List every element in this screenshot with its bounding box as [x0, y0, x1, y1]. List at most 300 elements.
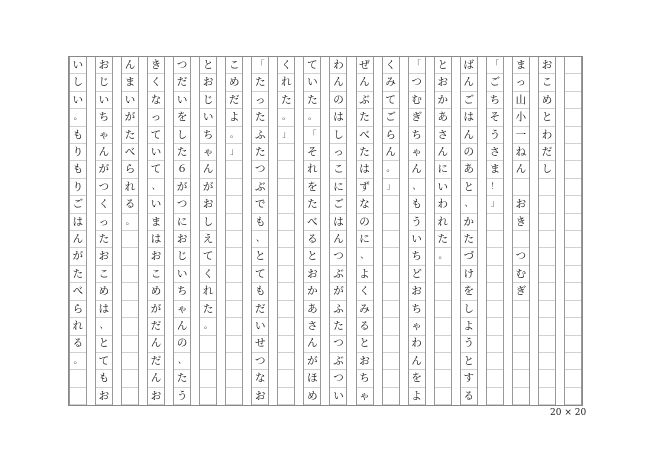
grid-cell [278, 318, 294, 335]
grid-cell [278, 214, 294, 231]
grid-cell: っ [252, 92, 268, 109]
grid-cell [565, 248, 581, 265]
grid-cell: ち [409, 301, 425, 318]
grid-cell: 。 [200, 318, 216, 335]
grid-cell: 「 [487, 57, 503, 74]
grid-cell [487, 318, 503, 335]
grid-cell [122, 248, 138, 265]
grid-cell: く [383, 57, 399, 74]
grid-cell: ゃ [409, 318, 425, 335]
column-gap [347, 57, 355, 405]
column-gap [321, 57, 329, 405]
grid-cell [539, 196, 555, 213]
grid-cell: う [487, 127, 503, 144]
grid-cell [226, 318, 242, 335]
grid-cell: ぎ [409, 109, 425, 126]
grid-cell: つ [330, 370, 346, 387]
grid-cell [565, 161, 581, 178]
grid-cell: ん [513, 161, 529, 178]
grid-cell: ん [148, 336, 164, 353]
grid-cell: も [96, 370, 112, 387]
grid-cell: べ [122, 144, 138, 161]
grid-cell: ち [409, 127, 425, 144]
grid-cell: と [435, 57, 451, 74]
grid-cell [539, 318, 555, 335]
grid-cell [435, 283, 451, 300]
grid-cell: ん [70, 231, 86, 248]
grid-cell: お [96, 248, 112, 265]
grid-cell: も [409, 196, 425, 213]
grid-cell: っ [513, 74, 529, 91]
grid-cell: わ [539, 127, 555, 144]
grid-cell: る [122, 196, 138, 213]
grid-cell: ち [96, 109, 112, 126]
grid-cell [513, 231, 529, 248]
grid-cell: を [304, 179, 320, 196]
grid-cell: ん [461, 74, 477, 91]
grid-cell: た [252, 74, 268, 91]
grid-cell: じ [96, 74, 112, 91]
grid-cell [226, 283, 242, 300]
grid-cell [278, 388, 294, 405]
grid-cell: め [148, 283, 164, 300]
grid-cell: よ [461, 318, 477, 335]
grid-cell: い [70, 57, 86, 74]
grid-cell [383, 336, 399, 353]
manuscript-column [199, 57, 217, 405]
grid-cell: お [174, 231, 190, 248]
grid-cell: が [122, 109, 138, 126]
grid-cell: つ [330, 248, 346, 265]
manuscript-column [486, 57, 504, 405]
grid-cell [383, 318, 399, 335]
grid-cell: き [148, 57, 164, 74]
grid-cell: れ [122, 179, 138, 196]
grid-cell [226, 231, 242, 248]
grid-cell: た [461, 231, 477, 248]
grid-cell: ６ [174, 161, 190, 178]
grid-cell: ご [487, 74, 503, 91]
grid-cell [565, 74, 581, 91]
grid-cell: の [330, 92, 346, 109]
grid-cell [435, 388, 451, 405]
grid-cell: え [200, 231, 216, 248]
grid-cell [565, 353, 581, 370]
grid-cell: 。 [278, 109, 294, 126]
grid-cell [278, 161, 294, 178]
grid-cell [539, 231, 555, 248]
grid-cell: い [409, 231, 425, 248]
grid-cell [226, 248, 242, 265]
grid-cell: ま [148, 214, 164, 231]
grid-cell: の [357, 214, 373, 231]
grid-cell: め [226, 74, 242, 91]
grid-cell: て [148, 161, 164, 178]
grid-cell: ん [304, 336, 320, 353]
grid-cell: つ [96, 179, 112, 196]
grid-cell: い [148, 144, 164, 161]
grid-cell [565, 301, 581, 318]
grid-cell: 。 [383, 161, 399, 178]
grid-cell: そ [304, 144, 320, 161]
grid-cell [435, 370, 451, 387]
grid-cell: も [252, 283, 268, 300]
grid-cell: て [304, 57, 320, 74]
grid-cell [383, 214, 399, 231]
grid-cell: ほ [304, 370, 320, 387]
grid-cell: れ [70, 318, 86, 335]
grid-cell [122, 370, 138, 387]
grid-cell: む [409, 92, 425, 109]
grid-cell: が [200, 179, 216, 196]
grid-cell [565, 283, 581, 300]
grid-cell: そ [487, 109, 503, 126]
manuscript-column [173, 57, 191, 405]
grid-cell: ち [409, 248, 425, 265]
grid-cell [487, 214, 503, 231]
grid-cell: と [252, 248, 268, 265]
grid-cell: た [330, 318, 346, 335]
grid-cell: べ [304, 214, 320, 231]
grid-cell: ち [200, 127, 216, 144]
grid-cell: て [148, 127, 164, 144]
grid-cell: か [435, 92, 451, 109]
grid-cell [226, 179, 242, 196]
column-gap [191, 57, 199, 405]
grid-cell: ぜ [357, 57, 373, 74]
grid-cell [383, 283, 399, 300]
grid-cell: も [70, 127, 86, 144]
grid-cell [539, 179, 555, 196]
grid-cell: い [435, 179, 451, 196]
grid-cell: わ [435, 196, 451, 213]
grid-cell: こ [226, 57, 242, 74]
grid-cell: た [174, 370, 190, 387]
manuscript-column [434, 57, 452, 405]
grid-cell: こ [96, 266, 112, 283]
grid-cell [565, 57, 581, 74]
grid-cell: 、 [148, 179, 164, 196]
grid-cell: 。 [70, 109, 86, 126]
grid-cell [487, 336, 503, 353]
grid-cell: 「 [304, 127, 320, 144]
manuscript-column [408, 57, 426, 405]
grid-cell: ぶ [330, 353, 346, 370]
manuscript-column [95, 57, 113, 405]
grid-cell: な [357, 196, 373, 213]
grid-cell: 「 [252, 57, 268, 74]
grid-cell: 、 [252, 231, 268, 248]
grid-cell: と [304, 248, 320, 265]
grid-cell: ん [435, 144, 451, 161]
grid-cell: け [461, 266, 477, 283]
grid-cell: 、 [409, 179, 425, 196]
grid-cell: い [122, 92, 138, 109]
grid-cell: に [435, 161, 451, 178]
grid-cell: 」 [383, 179, 399, 196]
grid-cell [278, 248, 294, 265]
grid-cell: 一 [513, 127, 529, 144]
grid-cell: っ [330, 144, 346, 161]
grid-cell: 」 [226, 144, 242, 161]
grid-cell: ね [513, 144, 529, 161]
grid-cell [565, 179, 581, 196]
grid-cell: い [252, 318, 268, 335]
grid-cell: く [148, 74, 164, 91]
grid-cell: つ [174, 57, 190, 74]
manuscript-column [277, 57, 295, 405]
grid-cell: と [200, 57, 216, 74]
grid-cell: お [304, 266, 320, 283]
char-count-label: 20 × 20 [550, 408, 587, 418]
grid-cell [487, 370, 503, 387]
grid-cell [513, 353, 529, 370]
grid-cell: ご [383, 109, 399, 126]
grid-cell: と [461, 353, 477, 370]
grid-cell: っ [96, 214, 112, 231]
column-gap [452, 57, 460, 405]
grid-cell: 。 [226, 127, 242, 144]
grid-cell: く [278, 57, 294, 74]
grid-cell: む [513, 266, 529, 283]
grid-cell [383, 266, 399, 283]
grid-cell [487, 388, 503, 405]
grid-cell: 」 [278, 127, 294, 144]
grid-cell [226, 196, 242, 213]
grid-cell: る [357, 318, 373, 335]
grid-cell: っ [148, 109, 164, 126]
grid-cell: た [304, 196, 320, 213]
grid-cell: こ [148, 266, 164, 283]
grid-cell [487, 283, 503, 300]
grid-cell: ん [330, 231, 346, 248]
grid-cell: う [461, 336, 477, 353]
grid-cell: あ [304, 301, 320, 318]
grid-cell: づ [461, 248, 477, 265]
grid-cell [122, 336, 138, 353]
grid-cell [487, 266, 503, 283]
grid-cell [383, 196, 399, 213]
grid-cell [278, 370, 294, 387]
grid-cell: ん [96, 144, 112, 161]
grid-cell: お [409, 283, 425, 300]
column-gap [478, 57, 486, 405]
grid-cell: が [148, 301, 164, 318]
grid-cell: 「 [409, 57, 425, 74]
grid-cell: だ [174, 74, 190, 91]
grid-cell: ら [70, 301, 86, 318]
grid-cell: て [200, 248, 216, 265]
grid-cell [70, 370, 86, 387]
grid-cell: だ [148, 353, 164, 370]
grid-cell [487, 353, 503, 370]
manuscript-column [512, 57, 530, 405]
grid-cell: の [461, 144, 477, 161]
grid-cell [435, 318, 451, 335]
grid-cell: ゃ [357, 388, 373, 405]
grid-cell: さ [435, 127, 451, 144]
grid-cell: 。 [435, 248, 451, 265]
grid-cell [565, 231, 581, 248]
grid-cell: た [357, 144, 373, 161]
grid-cell: お [148, 248, 164, 265]
grid-cell: ど [409, 266, 425, 283]
grid-cell [226, 336, 242, 353]
grid-cell [565, 318, 581, 335]
column-gap [295, 57, 303, 405]
grid-cell: に [357, 231, 373, 248]
grid-cell: だ [226, 92, 242, 109]
grid-cell [383, 370, 399, 387]
grid-cell: わ [409, 336, 425, 353]
grid-cell: ぶ [252, 179, 268, 196]
grid-cell: た [278, 92, 294, 109]
grid-cell: ん [122, 57, 138, 74]
grid-cell: た [70, 266, 86, 283]
grid-cell: し [70, 74, 86, 91]
grid-cell: な [252, 370, 268, 387]
grid-cell: し [174, 127, 190, 144]
manuscript-column [303, 57, 321, 405]
grid-cell: い [174, 92, 190, 109]
grid-cell: だ [539, 144, 555, 161]
grid-cell: じ [200, 92, 216, 109]
grid-cell [122, 283, 138, 300]
grid-cell: き [513, 214, 529, 231]
grid-cell [539, 388, 555, 405]
grid-cell [539, 283, 555, 300]
grid-cell [278, 336, 294, 353]
grid-cell: め [539, 92, 555, 109]
grid-cell [565, 336, 581, 353]
grid-cell [122, 231, 138, 248]
grid-cell: べ [357, 127, 373, 144]
grid-cell [226, 370, 242, 387]
grid-cell: も [252, 214, 268, 231]
grid-cell: が [330, 283, 346, 300]
grid-cell: つ [252, 353, 268, 370]
grid-cell [226, 161, 242, 178]
grid-cell: た [200, 301, 216, 318]
grid-cell: た [357, 109, 373, 126]
grid-cell [278, 231, 294, 248]
grid-cell: 山 [513, 92, 529, 109]
grid-cell: ち [174, 283, 190, 300]
grid-cell: く [200, 266, 216, 283]
grid-cell: だ [252, 301, 268, 318]
grid-cell: ら [122, 161, 138, 178]
manuscript-column [538, 57, 556, 405]
grid-cell: 、 [174, 353, 190, 370]
column-gap [113, 57, 121, 405]
grid-cell [513, 370, 529, 387]
grid-cell: し [200, 214, 216, 231]
grid-cell [383, 353, 399, 370]
manuscript-column [329, 57, 347, 405]
grid-cell: ゃ [96, 127, 112, 144]
grid-cell: あ [461, 161, 477, 178]
grid-cell: お [252, 388, 268, 405]
grid-cell: く [96, 196, 112, 213]
grid-cell: 、 [96, 318, 112, 335]
grid-cell: て [96, 353, 112, 370]
grid-cell [565, 266, 581, 283]
grid-cell [226, 214, 242, 231]
grid-cell: た [122, 127, 138, 144]
grid-cell [278, 283, 294, 300]
grid-cell [539, 214, 555, 231]
grid-cell: と [461, 179, 477, 196]
column-gap [556, 57, 564, 405]
grid-cell [565, 92, 581, 109]
grid-cell: よ [357, 266, 373, 283]
grid-cell: く [357, 283, 373, 300]
grid-cell: た [96, 231, 112, 248]
grid-cell [278, 353, 294, 370]
grid-cell: ち [357, 370, 373, 387]
grid-cell: ゃ [409, 144, 425, 161]
column-gap [269, 57, 277, 405]
grid-cell [383, 388, 399, 405]
grid-cell: て [252, 266, 268, 283]
grid-cell: ん [148, 370, 164, 387]
grid-cell: し [461, 301, 477, 318]
column-gap [426, 57, 434, 405]
grid-cell: ん [409, 353, 425, 370]
grid-cell [565, 214, 581, 231]
grid-cell: は [148, 231, 164, 248]
grid-cell: お [200, 196, 216, 213]
grid-cell: い [330, 388, 346, 405]
grid-cell [539, 266, 555, 283]
grid-cell [200, 388, 216, 405]
grid-cell: た [304, 92, 320, 109]
grid-cell [200, 370, 216, 387]
grid-cell: ぎ [513, 283, 529, 300]
grid-cell: 。 [304, 109, 320, 126]
grid-cell [539, 248, 555, 265]
grid-cell: め [304, 388, 320, 405]
grid-cell: ら [383, 127, 399, 144]
grid-cell: ふ [330, 301, 346, 318]
manuscript-column [69, 57, 87, 405]
grid-cell: ご [330, 196, 346, 213]
grid-cell: つ [330, 336, 346, 353]
grid-cell [435, 353, 451, 370]
grid-cell: の [174, 336, 190, 353]
grid-cell: べ [70, 283, 86, 300]
manuscript-column [460, 57, 478, 405]
column-gap [504, 57, 512, 405]
grid-cell: ま [122, 74, 138, 91]
grid-cell: お [357, 353, 373, 370]
grid-cell: に [174, 214, 190, 231]
grid-cell [539, 336, 555, 353]
grid-cell: り [70, 144, 86, 161]
grid-cell [539, 301, 555, 318]
column-gap [243, 57, 251, 405]
grid-cell: れ [435, 214, 451, 231]
manuscript-column [356, 57, 374, 405]
grid-cell: 小 [513, 109, 529, 126]
grid-cell: り [70, 179, 86, 196]
grid-cell: 、 [461, 196, 477, 213]
grid-cell: か [304, 283, 320, 300]
grid-cell: つ [174, 196, 190, 213]
grid-cell: ん [383, 144, 399, 161]
grid-cell: る [70, 336, 86, 353]
manuscript-column [251, 57, 269, 405]
